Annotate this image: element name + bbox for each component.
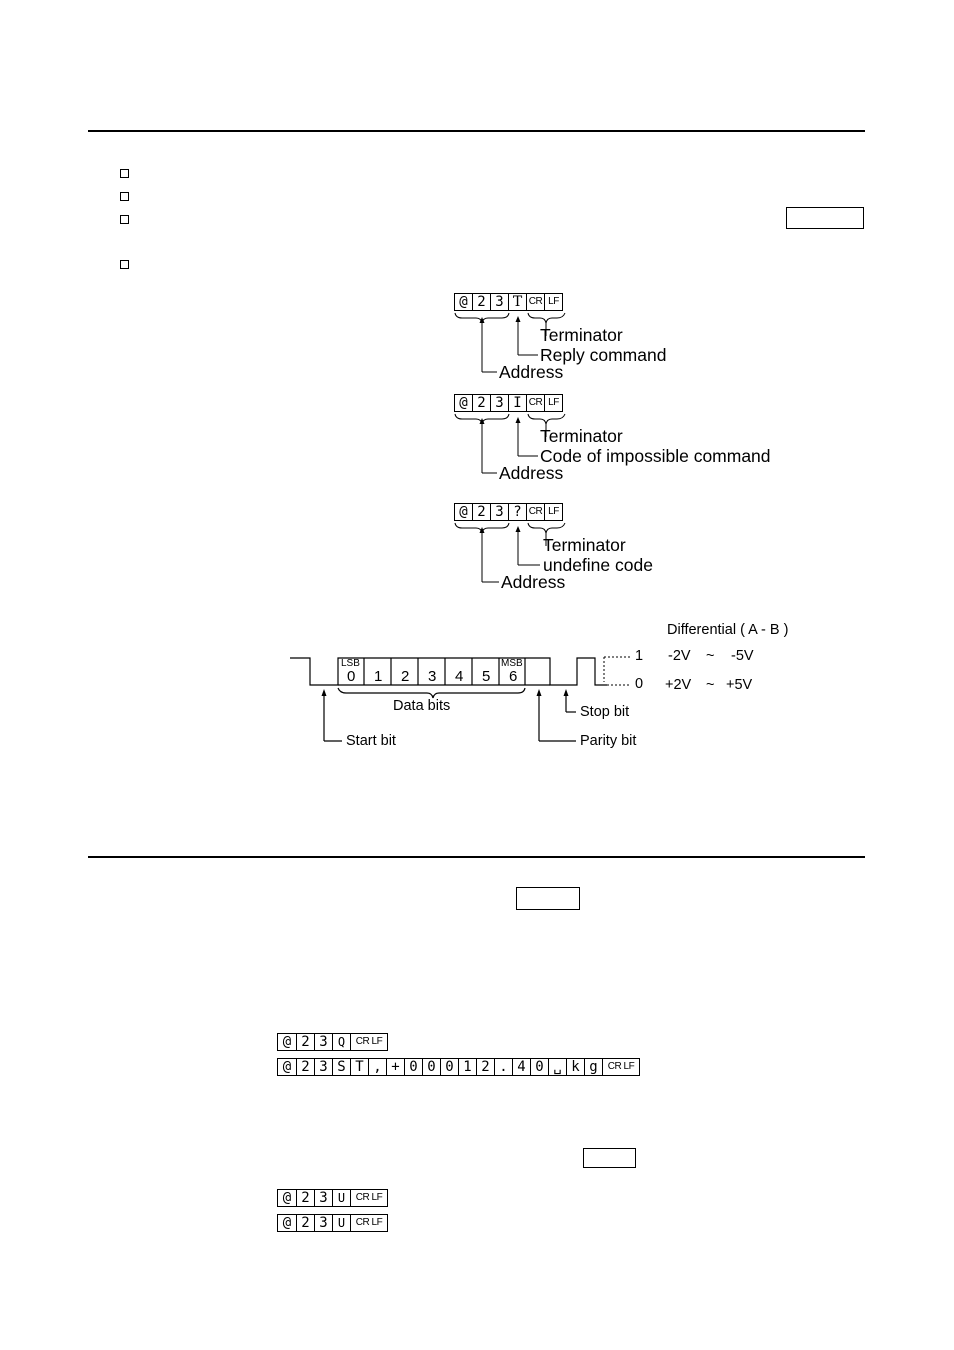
char-cell: 3 — [490, 293, 509, 311]
char-cell: S — [332, 1058, 351, 1076]
char-cell: 0 — [404, 1058, 423, 1076]
bit-label: 2 — [401, 668, 410, 685]
bit-label: 0 — [347, 668, 356, 685]
level-0-label: 0 — [635, 676, 644, 692]
char-cell: 3 — [314, 1214, 333, 1232]
bit-label: 5 — [482, 668, 491, 685]
cr-cell: C R — [526, 394, 545, 412]
char-cell: @ — [454, 293, 473, 311]
char-cell: 2 — [296, 1058, 315, 1076]
char-cell: 3 — [314, 1033, 333, 1051]
char-cell: 2 — [296, 1033, 315, 1051]
tilde-label: ~ — [706, 648, 715, 664]
char-cell: 3 — [314, 1189, 333, 1207]
char-cell: @ — [454, 394, 473, 412]
char-cell: 0 — [422, 1058, 441, 1076]
char-cell: , — [368, 1058, 387, 1076]
bit-label: 3 — [428, 668, 437, 685]
msb-label: MSB — [501, 658, 523, 669]
char-cell: 2 — [296, 1214, 315, 1232]
tilde-label: ~ — [706, 677, 715, 693]
space-cell: ␣ — [548, 1058, 567, 1076]
crlf-cell: C R L F — [602, 1058, 640, 1076]
lf-cell: L F — [544, 293, 563, 311]
char-cell: I — [508, 394, 527, 412]
bit-label: 1 — [374, 668, 383, 685]
lf-cell: L F — [544, 394, 563, 412]
voltage-label: -2V — [668, 648, 691, 664]
char-cell: U — [332, 1214, 351, 1232]
data-bits-label: Data bits — [393, 698, 451, 714]
voltage-label: +5V — [726, 677, 753, 693]
terminator-label: Terminator — [540, 426, 623, 446]
char-cell: 2 — [472, 394, 491, 412]
address-label: Address — [499, 362, 564, 382]
char-cell: @ — [277, 1033, 297, 1051]
char-cell: @ — [277, 1058, 297, 1076]
cr-cell: C R — [526, 293, 545, 311]
voltage-label: +2V — [665, 677, 692, 693]
stop-bit-label: Stop bit — [580, 704, 630, 720]
differential-title: Differential ( A - B ) — [667, 622, 789, 638]
terminator-label: Terminator — [543, 535, 626, 555]
lf-cell: L F — [544, 503, 563, 521]
char-cell: 0 — [530, 1058, 549, 1076]
char-cell: 3 — [314, 1058, 333, 1076]
char-cell: Q — [332, 1033, 351, 1051]
undefine-code-label: undefine code — [543, 555, 653, 575]
char-cell: 2 — [476, 1058, 495, 1076]
parity-bit-label: Parity bit — [580, 733, 637, 749]
char-cell: T — [508, 293, 527, 311]
address-label: Address — [499, 463, 564, 483]
bit-label: 4 — [455, 668, 464, 685]
char-cell: 1 — [458, 1058, 477, 1076]
voltage-label: -5V — [731, 648, 754, 664]
command-u-example — [277, 1189, 388, 1207]
char-cell: @ — [277, 1214, 297, 1232]
reply-command-label: Reply command — [540, 345, 667, 365]
char-cell: 2 — [472, 503, 491, 521]
crlf-cell: C R L F — [350, 1214, 388, 1232]
char-cell: 0 — [440, 1058, 459, 1076]
char-cell: . — [494, 1058, 513, 1076]
char-cell: ? — [508, 503, 527, 521]
lsb-label: LSB — [341, 658, 360, 669]
char-cell: @ — [454, 503, 473, 521]
response-u-example — [277, 1214, 388, 1232]
query-command-example — [277, 1033, 388, 1051]
char-cell: k — [566, 1058, 585, 1076]
char-cell: + — [386, 1058, 405, 1076]
start-bit-label: Start bit — [346, 733, 396, 749]
cr-cell: C R — [526, 503, 545, 521]
bit-label: 6 — [509, 668, 518, 685]
char-cell: U — [332, 1189, 351, 1207]
terminator-label: Terminator — [540, 325, 623, 345]
char-cell: g — [584, 1058, 603, 1076]
char-cell: 2 — [296, 1189, 315, 1207]
crlf-cell: C R L F — [350, 1189, 388, 1207]
char-cell: @ — [277, 1189, 297, 1207]
char-cell: 3 — [490, 394, 509, 412]
impossible-code-label: Code of impossible command — [540, 446, 771, 466]
address-label: Address — [501, 572, 566, 592]
char-cell: 3 — [490, 503, 509, 521]
level-1-label: 1 — [635, 648, 644, 664]
response-example — [277, 1058, 640, 1076]
char-cell: 2 — [472, 293, 491, 311]
char-cell: T — [350, 1058, 369, 1076]
crlf-cell: C R L F — [350, 1033, 388, 1051]
char-cell: 4 — [512, 1058, 531, 1076]
